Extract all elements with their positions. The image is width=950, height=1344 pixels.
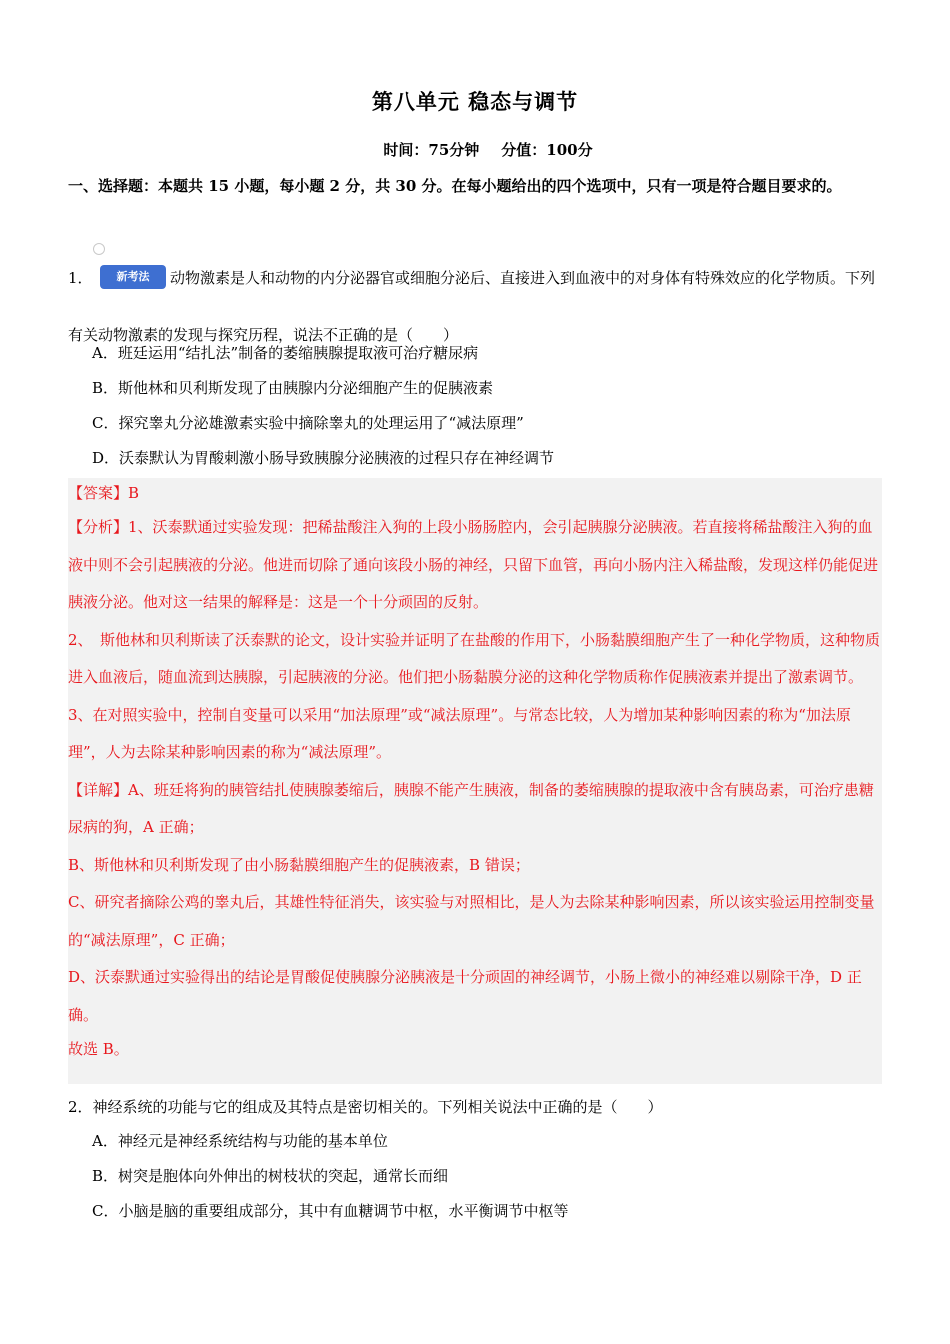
answer-line: 【答案】B <box>68 484 140 502</box>
question-1-number: 1． <box>68 269 93 287</box>
analysis-block <box>68 509 882 1064</box>
question-1-option-c: C．探究睾丸分泌雄激素实验中摘除睾丸的处理运用了“减法原理” <box>92 414 524 432</box>
question-2-option-b: B．树突是胞体向外伸出的树枝状的突起，通常长而细 <box>92 1167 449 1185</box>
analysis-point-1: 【分析】1、沃泰默通过实验发现：把稀盐酸注入狗的上段小肠肠腔内，会引起胰腺分泌胰液。若直接将稀盐酸注入狗的血液中则不会引起胰液的分泌。他进而切除了通向该段小肠的神经，只留下血管，再向小肠内注入稀盐酸，发现这样仍能促进胰液分泌。他对这一结果的解释是：这是一个十分顽固的反射。 <box>68 518 879 611</box>
question-1-option-d: D．沃泰默认为胃酸刺激小肠导致胰腺分泌胰液的过程只存在神经调节 <box>92 449 555 467</box>
detail-a: 【详解】A、班廷将狗的胰管结扎使胰腺萎缩后，胰腺不能产生胰液，制备的萎缩胰腺的提取液中含有胰岛素，可治疗患糖尿病的狗，A 正确； <box>68 780 874 836</box>
question-1-option-a: A．班廷运用“结扎法”制备的萎缩胰腺提取液可治疗糖尿病 <box>92 344 479 362</box>
exam-score: 分值：100分 <box>501 141 593 159</box>
detail-b: B、斯他林和贝利斯发现了由小肠黏膜细胞产生的促胰液素，B 错误； <box>68 855 530 874</box>
question-2-stem: 2．神经系统的功能与它的组成及其特点是密切相关的。下列相关说法中正确的是（ ） <box>68 1098 663 1116</box>
new-method-badge: 新考法 <box>100 265 166 289</box>
final-choice: 故选 B。 <box>68 1040 129 1058</box>
detail-c: C、研究者摘除公鸡的睾丸后，其雄性特征消失，该实验与对照相比，是人为去除某种影响因素，所以该实验运用控制变量的“减法原理”，C 正确； <box>68 893 875 949</box>
section-heading: 一、选择题：本题共 15 小题，每小题 2 分，共 30 分。在每小题给出的四个选项中，只有一项是符合题目要求的。 <box>68 177 842 195</box>
exam-time: 时间：75分钟 <box>383 141 480 159</box>
question-1-option-b: B．斯他林和贝利斯发现了由胰腺内分泌细胞产生的促胰液素 <box>92 379 494 397</box>
question-2-option-c: C．小脑是脑的重要组成部分，其中有血糖调节中枢，水平衡调节中枢等 <box>92 1202 569 1220</box>
question-2-option-a: A．神经元是神经系统结构与功能的基本单位 <box>92 1132 388 1150</box>
analysis-point-3: 3、在对照实验中，控制自变量可以采用“加法原理”或“减法原理”。与常态比较，人为增加某种影响因素的称为“加法原理”，人为去除某种影响因素的称为“减法原理”。 <box>68 705 851 761</box>
detail-d: D、沃泰默通过实验得出的结论是胃酸促使胰腺分泌胰液是十分顽固的神经调节，小肠上微小的神经难以剔除干净，D 正确。 <box>68 968 862 1024</box>
analysis-point-2: 2、 斯他林和贝利斯读了沃泰默的论文，设计实验并证明了在盐酸的作用下，小肠黏膜细胞产生了一种化学物质，这种物质进入血液后，随血流到达胰腺，引起胰液的分泌。他们把小肠黏膜分泌的这种化学物质称作促胰液素并提出了激素调节。 <box>68 630 881 686</box>
exam-meta <box>0 139 950 160</box>
page-title: 第八单元 稳态与调节 <box>371 90 579 114</box>
question-1-text: 动物激素是人和动物的内分泌器官或细胞分泌后、直接进入到血液中的对身体有特殊效应的化学物质。下列有关动物激素的发现与探究历程，说法不正确的是（ ） <box>68 269 876 344</box>
